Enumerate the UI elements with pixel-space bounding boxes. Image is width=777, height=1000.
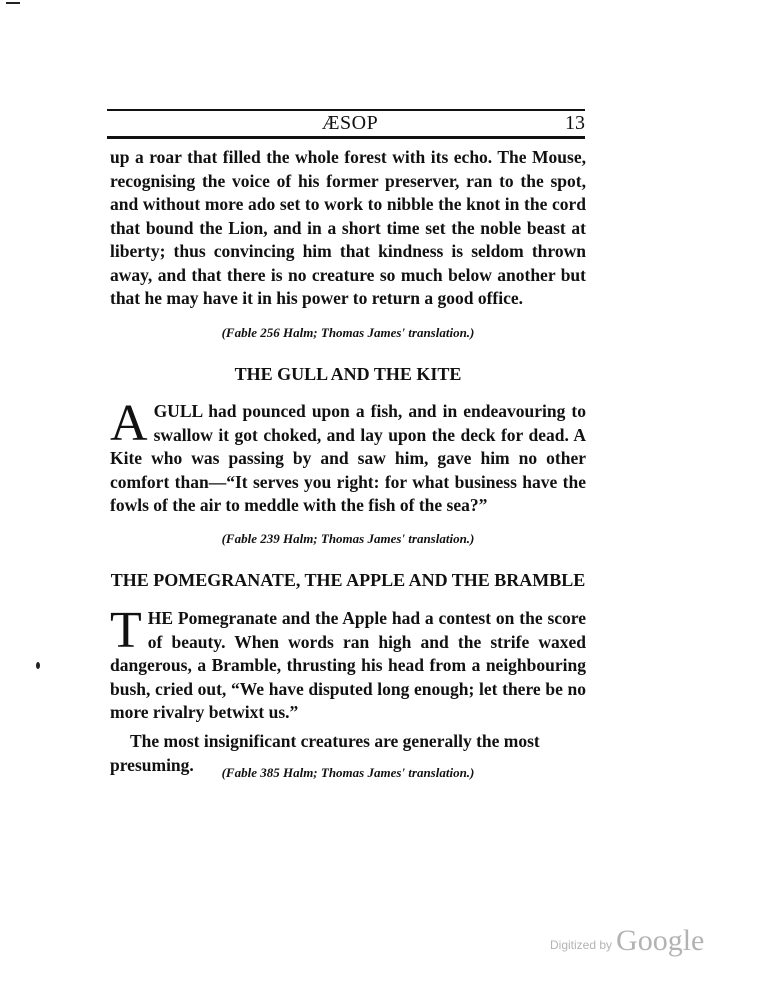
- fable-text: HE Pomegranate and the Apple had a contest on the score of beauty. When words ran high and the strife waxed dangerous, a Bramble, thrusting his head from a neighbouring bush, cried out, “We have disputed long enough; let there be no more rivalry betwixt us.”: [110, 608, 586, 722]
- fable-body-pomegranate: [110, 602, 586, 725]
- fable-title-pomegranate: THE POMEGRANATE, THE APPLE AND THE BRAMBLE: [110, 570, 586, 590]
- header-rule-bottom: [107, 136, 585, 139]
- digitized-watermark: [550, 918, 704, 958]
- fable-title-gull-and-kite: THE GULL AND THE KITE: [234, 364, 462, 384]
- fable-text: GULL had pounced upon a fish, and in endeavouring to swallow it got choked, and lay upon the deck for dead. A Kite who was passing by and saw him, gave him no other comfort than—“It serves you right: for what business have the fowls of the air to meddle with the fish of the sea?”: [110, 401, 586, 515]
- scan-speck: [36, 662, 40, 669]
- citation-2: (Fable 239 Halm; Thomas James' translation.): [221, 531, 475, 546]
- watermark-prefix: Digitized by: [550, 938, 613, 952]
- page-number: 13: [565, 112, 585, 134]
- header-rule-top: [107, 109, 585, 111]
- dropcap: A: [110, 395, 148, 452]
- citation-1: (Fable 256 Halm; Thomas James' translation.): [221, 325, 475, 340]
- opening-paragraph: up a roar that filled the whole forest with its echo. The Mouse, recognising the voice of his former preserver, ran to the spot, and without more ado set to work to nibble the knot in the cord that bound the Lion, and in a short time set the noble beast at liberty; thus convincing him that kindness is seldom thrown away, and that there is no creature so much below another but that he may have it in his power to return a good office.: [110, 147, 586, 308]
- dropcap: T: [110, 602, 142, 659]
- citation-3: (Fable 385 Halm; Thomas James' translation.): [221, 765, 475, 780]
- running-head: ÆSOP: [321, 112, 379, 134]
- scan-speck: [6, 2, 20, 4]
- fable-moral: The most insignificant creatures are generally the most presuming.: [110, 731, 540, 775]
- google-logo: Google: [616, 924, 705, 957]
- fable-body-gull-and-kite: [110, 395, 586, 518]
